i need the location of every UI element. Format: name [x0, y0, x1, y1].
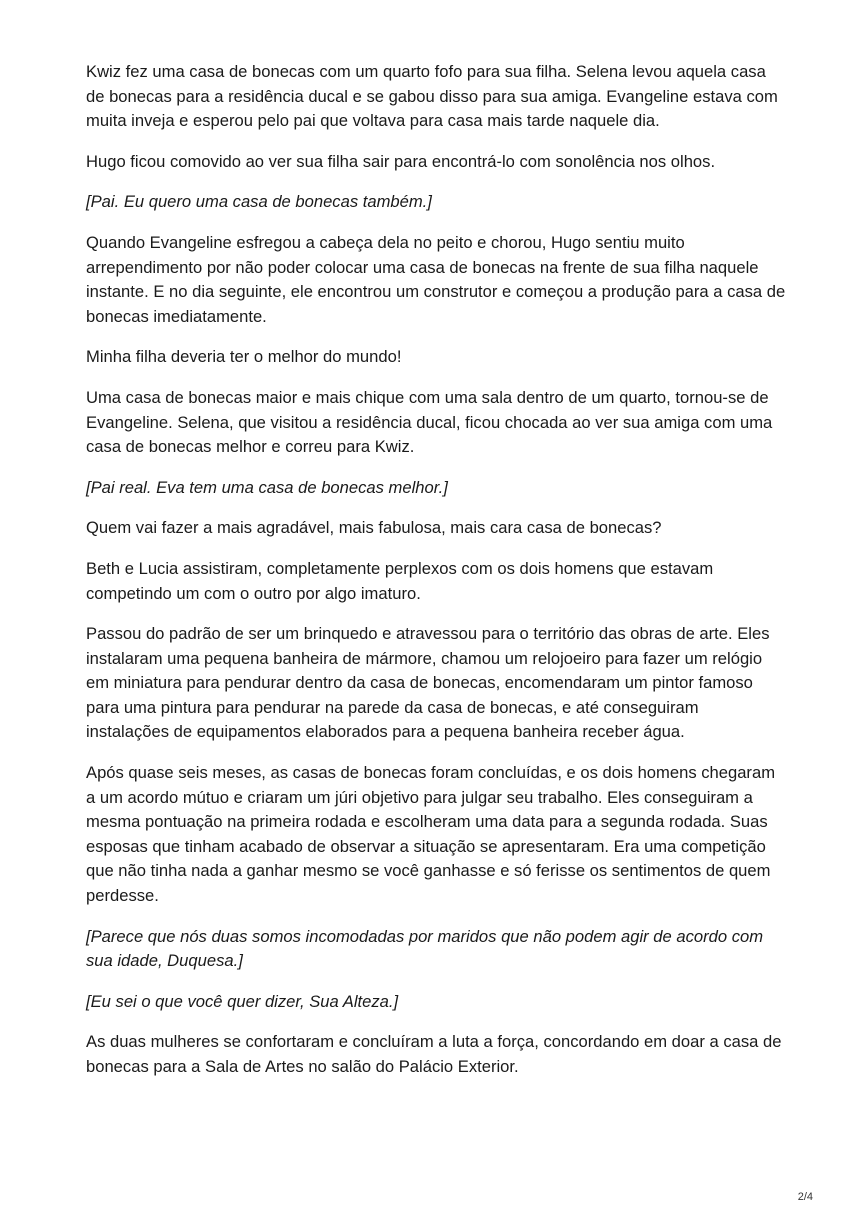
- dialogue-line-4: [Eu sei o que você quer dizer, Sua Alteza.]: [86, 991, 399, 1011]
- paragraph-8: Passou do padrão de ser um brinquedo e atravessou para o território das obras de arte. Eles instalaram uma pequena banheira de mármore, chamou um relojoeiro para fazer um relógio em miniatura para pendurar dentro da casa de bonecas, encomendaram um pintor famoso para uma pintura para pendurar na parede da casa de bonecas, e até conseguiram instalações de equipamentos elaborados para a pequena banheira receber água.: [86, 624, 770, 742]
- paragraph-1: Kwiz fez uma casa de bonecas com um quarto fofo para sua filha. Selena levou aquela casa de bonecas para a residência ducal e se gabou disso para sua amiga. Evangeline estava com muita inveja e esperou pelo pai que voltava para casa mais tarde naquele dia.: [86, 62, 778, 131]
- document-body: [86, 60, 786, 1096]
- paragraph-3: Quando Evangeline esfregou a cabeça dela no peito e chorou, Hugo sentiu muito arrependimento por não poder colocar uma casa de bonecas na frente de sua filha naquele instante. E no dia seguinte, ele encontrou um construtor e começou a produção para a casa de bonecas imediatamente.: [86, 232, 786, 326]
- paragraph-5: Uma casa de bonecas maior e mais chique com uma sala dentro de um quarto, tornou-se de Evangeline. Selena, que visitou a residência ducal, ficou chocada ao ver sua amiga com uma casa de bonecas melhor e correu para Kwiz.: [86, 387, 773, 457]
- paragraph-6: Quem vai fazer a mais agradável, mais fabulosa, mais cara casa de bonecas?: [86, 518, 662, 538]
- dialogue-line-3: [Parece que nós duas somos incomodadas por maridos que não podem agir de acordo com sua idade, Duquesa.]: [86, 926, 764, 971]
- paragraph-2: Hugo ficou comovido ao ver sua filha sair para encontrá-lo com sonolência nos olhos.: [86, 151, 716, 171]
- dialogue-line-1: [Pai. Eu quero uma casa de bonecas também.]: [86, 192, 432, 212]
- page-number: 2/4: [797, 1191, 813, 1203]
- paragraph-10: As duas mulheres se confortaram e concluíram a luta a força, concordando em doar a casa de bonecas para a Sala de Artes no salão do Palácio Exterior.: [86, 1032, 782, 1076]
- dialogue-line-2: [Pai real. Eva tem uma casa de bonecas melhor.]: [86, 477, 448, 497]
- paragraph-9: Após quase seis meses, as casas de bonecas foram concluídas, e os dois homens chegaram a um acordo mútuo e criaram um júri objetivo para julgar seu trabalho. Eles conseguiram a mesma pontuação na primeira rodada e escolheram uma data para a segunda rodada. Suas esposas que tinham acabado de observar a situação se apresentaram. Era uma competição que não tinha nada a ganhar mesmo se você ganhasse e só ferisse os sentimentos de quem perdesse.: [86, 763, 776, 906]
- paragraph-7: Beth e Lucia assistiram, completamente perplexos com os dois homens que estavam competindo um com o outro por algo imaturo.: [86, 558, 714, 603]
- paragraph-4: Minha filha deveria ter o melhor do mundo!: [86, 347, 402, 367]
